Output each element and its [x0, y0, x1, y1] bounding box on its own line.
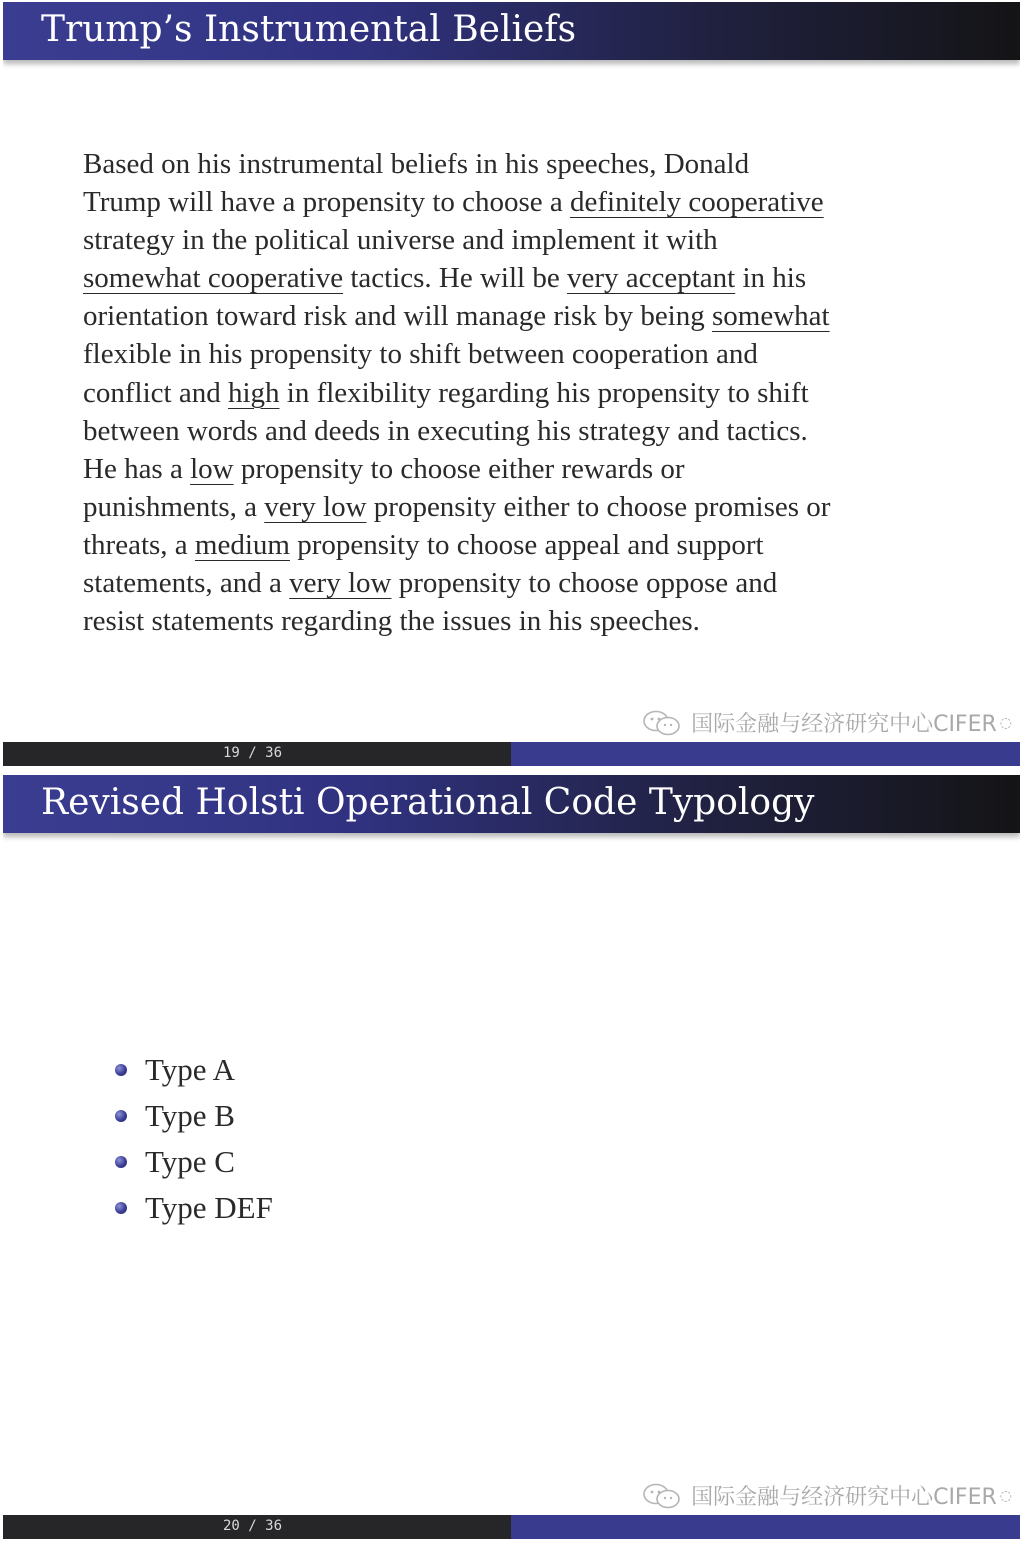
watermark-text: 国际金融与经济研究中心CIFER	[691, 1485, 997, 1510]
watermark-tail-icon: ◌	[999, 714, 1012, 731]
text-run: in flexibility regarding his propensity to shift	[279, 376, 809, 409]
underlined-term: somewhat cooperative	[83, 262, 344, 295]
text-run: threats, a	[83, 528, 195, 561]
text-run: conflict and	[83, 376, 228, 409]
text-run: propensity to choose either rewards or	[233, 452, 685, 485]
ball-bullet-icon	[115, 1110, 127, 1122]
text-run: tactics. He will be	[343, 262, 567, 295]
text-run: Trump will have a propensity to choose a	[83, 186, 571, 219]
wechat-icon	[641, 1482, 683, 1510]
ball-bullet-icon	[115, 1202, 127, 1214]
underlined-term: high	[227, 376, 280, 409]
body-line	[83, 564, 983, 602]
wechat-icon	[641, 709, 683, 737]
bullet-text: Type A	[145, 1052, 235, 1087]
text-run: Based on his instrumental beliefs in his speeches, Donald	[83, 148, 750, 180]
underlined-term: definitely cooperative	[570, 186, 824, 219]
bullet-text: Type DEF	[145, 1190, 273, 1225]
watermark-text: 国际金融与经济研究中心CIFER	[691, 712, 997, 737]
title-bar	[3, 775, 1020, 833]
text-run: punishments, a	[83, 490, 265, 523]
watermark	[641, 707, 1012, 738]
body-line	[83, 183, 983, 221]
footer-right	[511, 1515, 1020, 1539]
bullet-item	[115, 1185, 273, 1231]
slide-19	[3, 2, 1020, 766]
text-run: resist statements regarding the issues in his speeches.	[83, 605, 700, 638]
text-run: strategy in the political universe and implement it with	[83, 224, 718, 257]
body-line	[83, 374, 983, 412]
watermark-tail-icon: ◌	[999, 1487, 1012, 1504]
footer-right	[511, 742, 1020, 766]
body-line	[83, 602, 983, 640]
body-line	[83, 297, 983, 335]
bullet-item	[115, 1047, 273, 1093]
title-bar	[3, 2, 1020, 60]
footer-left	[3, 742, 511, 766]
slide-title: Trump’s Instrumental Beliefs	[41, 9, 577, 50]
text-run: propensity to choose oppose and	[391, 567, 778, 600]
underlined-term: medium	[194, 528, 290, 561]
text-run: propensity to choose appeal and support	[289, 528, 764, 561]
page-number: 19 / 36	[223, 745, 283, 761]
bullet-item	[115, 1093, 273, 1139]
bullet-item	[115, 1139, 273, 1185]
ball-bullet-icon	[115, 1156, 127, 1168]
text-run: flexible in his propensity to shift between cooperation and	[83, 338, 758, 371]
footer-left	[3, 1515, 511, 1539]
body-line	[83, 259, 983, 297]
footer-bar	[3, 1515, 1020, 1539]
page-number: 20 / 36	[223, 1518, 283, 1534]
text-run: between words and deeds in executing his strategy and tactics.	[83, 414, 808, 447]
body-line	[83, 412, 983, 450]
footer-bar	[3, 742, 1020, 766]
text-run: orientation toward risk and will manage risk by being	[83, 300, 712, 333]
bullet-list	[115, 1047, 273, 1231]
underlined-term: very low	[289, 567, 392, 600]
ball-bullet-icon	[115, 1064, 127, 1076]
body-line	[83, 145, 983, 183]
bullet-text: Type B	[145, 1098, 235, 1133]
slide-body-text	[83, 145, 983, 640]
text-run: He has a	[83, 452, 191, 485]
body-line	[83, 526, 983, 564]
underlined-term: somewhat	[712, 300, 830, 333]
watermark	[641, 1480, 1012, 1511]
slide-title: Revised Holsti Operational Code Typology	[41, 782, 815, 823]
text-run: statements, and a	[83, 567, 290, 600]
bullet-text: Type C	[145, 1144, 235, 1179]
body-line	[83, 488, 983, 526]
body-line	[83, 335, 983, 373]
body-line	[83, 221, 983, 259]
body-line	[83, 450, 983, 488]
underlined-term: low	[190, 452, 234, 485]
text-run: in his	[735, 262, 807, 295]
underlined-term: very low	[264, 490, 367, 523]
slide-20	[3, 775, 1020, 1539]
text-run: propensity either to choose promises or	[366, 490, 831, 523]
underlined-term: very acceptant	[566, 262, 736, 295]
